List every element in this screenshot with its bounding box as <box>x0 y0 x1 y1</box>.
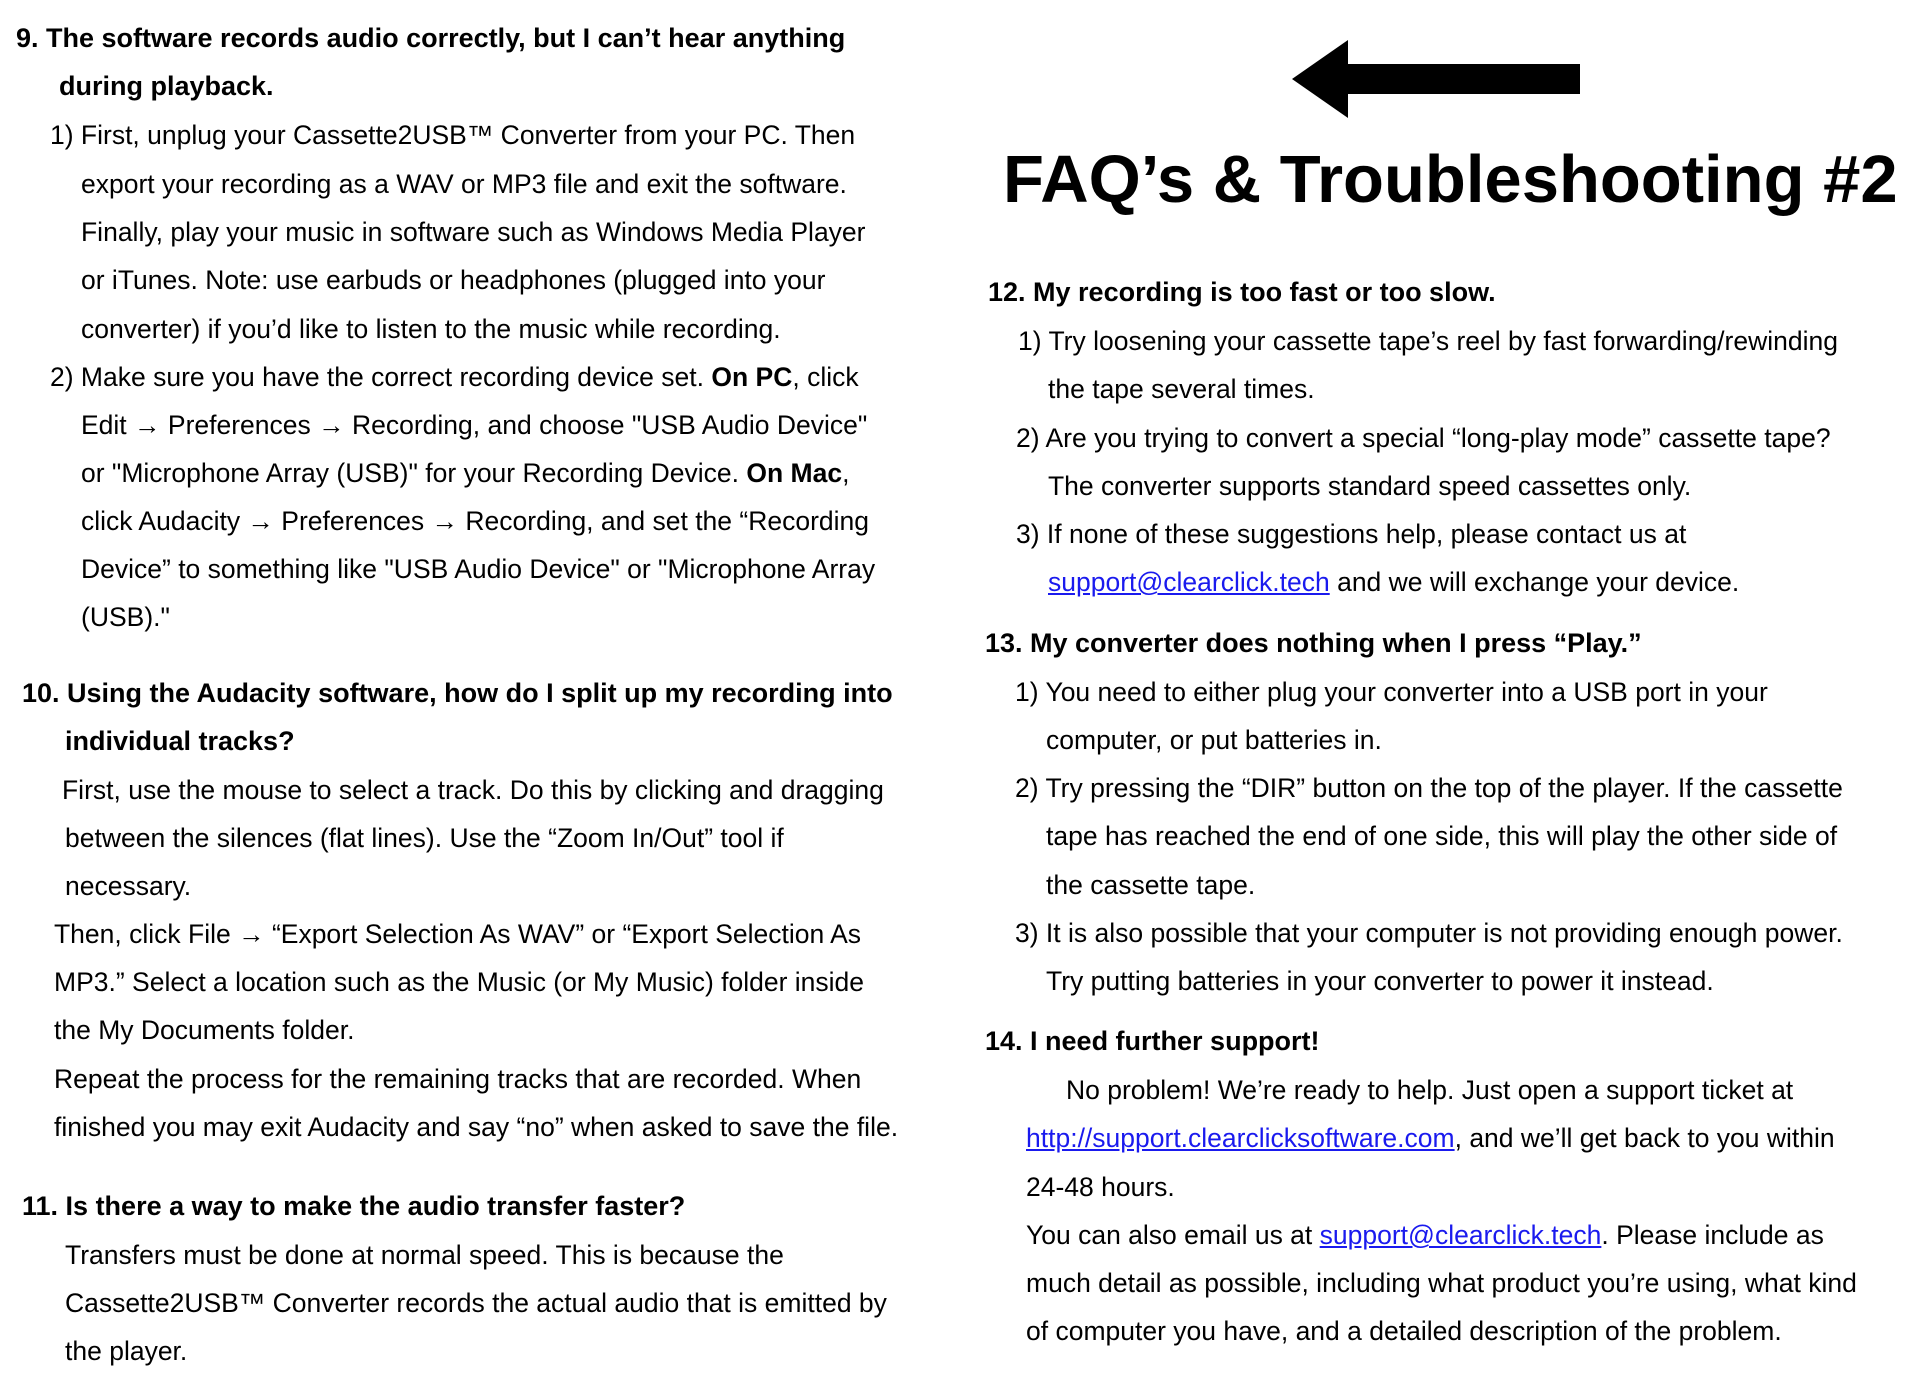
faq-10-heading-cont: individual tracks? <box>65 726 295 756</box>
faq-11-text: Transfers must be done at normal speed. This is because the <box>65 1240 784 1270</box>
faq-9-text: converter) if you’d like to listen to the music while recording. <box>81 314 781 344</box>
faq-9-step-2: 2) Make sure you have the correct recording device set. On PC, click <box>50 362 859 392</box>
faq-11-text: Cassette2USB™ Converter records the actual audio that is emitted by <box>65 1288 887 1318</box>
support-site-link[interactable]: http://support.clearclicksoftware.com <box>1026 1123 1455 1153</box>
faq-14-heading: 14. I need further support! <box>985 1026 1320 1056</box>
faq-9-text: Device” to something like "USB Audio Device" or "Microphone Array <box>81 554 876 584</box>
faq-12-step-3: 3) If none of these suggestions help, please contact us at <box>1016 519 1687 549</box>
faq-12-text: the tape several times. <box>1048 374 1315 404</box>
faq-14-text: http://support.clearclicksoftware.com, and we’ll get back to you within <box>1026 1123 1835 1153</box>
faq-10-text: MP3.” Select a location such as the Music (or My Music) folder inside <box>54 967 865 997</box>
faq-9-text: or iTunes. Note: use earbuds or headphones (plugged into your <box>81 265 826 295</box>
faq-14-text: No problem! We’re ready to help. Just open a support ticket at <box>1066 1075 1794 1105</box>
faq-14-text: much detail as possible, including what product you’re using, what kind <box>1026 1268 1857 1298</box>
faq-10-text: Repeat the process for the remaining tracks that are recorded. When <box>54 1064 862 1094</box>
support-email-link[interactable]: support@clearclick.tech <box>1048 567 1330 597</box>
faq-9-text: Finally, play your music in software such as Windows Media Player <box>81 217 866 247</box>
faq-9-text: Edit → Preferences → Recording, and choose "USB Audio Device" <box>81 410 868 440</box>
faq-10-text: finished you may exit Audacity and say “no” when asked to save the file. <box>54 1112 899 1142</box>
faq-13-text: computer, or put batteries in. <box>1046 725 1382 755</box>
left-arrow-icon <box>1292 40 1580 118</box>
faq-13-text: the cassette tape. <box>1046 870 1256 900</box>
faq-13-step-2: 2) Try pressing the “DIR” button on the top of the player. If the cassette <box>1015 773 1843 803</box>
faq-10-heading: 10. Using the Audacity software, how do I split up my recording into <box>22 678 893 708</box>
faq-10-text: the My Documents folder. <box>54 1015 355 1045</box>
faq-12-step-1: 1) Try loosening your cassette tape’s reel by fast forwarding/rewinding <box>1018 326 1838 356</box>
faq-11-text: the player. <box>65 1336 188 1366</box>
faq-13-step-1: 1) You need to either plug your converter into a USB port in your <box>1015 677 1768 707</box>
faq-10-text: First, use the mouse to select a track. Do this by clicking and dragging <box>62 775 884 805</box>
faq-9-text: (USB)." <box>81 602 170 632</box>
faq-10-text: between the silences (flat lines). Use the “Zoom In/Out” tool if <box>65 823 784 853</box>
support-email-link[interactable]: support@clearclick.tech <box>1319 1220 1602 1250</box>
faq-13-step-3: 3) It is also possible that your computer is not providing enough power. <box>1015 918 1843 948</box>
faq-9-text: or "Microphone Array (USB)" for your Recording Device. On Mac, <box>81 458 850 488</box>
faq-14-text: of computer you have, and a detailed description of the problem. <box>1026 1316 1782 1346</box>
faq-12-step-2: 2) Are you trying to convert a special “long-play mode” cassette tape? <box>1016 423 1831 453</box>
faq-12-text: The converter supports standard speed cassettes only. <box>1048 471 1692 501</box>
faq-9-step-1: 1) First, unplug your Cassette2USB™ Converter from your PC. Then <box>50 120 856 150</box>
faq-11-heading: 11. Is there a way to make the audio transfer faster? <box>22 1191 686 1221</box>
faq-10-text: necessary. <box>65 871 192 901</box>
faq-9-text: click Audacity → Preferences → Recording, and set the “Recording <box>81 506 870 536</box>
faq-9-heading-cont: during playback. <box>59 71 274 101</box>
faq-12-text: support@clearclick.tech and we will exchange your device. <box>1048 567 1740 597</box>
faq-14-text: 24-48 hours. <box>1026 1172 1175 1202</box>
faq-14-text: You can also email us at support@clearclick.tech. Please include as <box>1026 1220 1824 1250</box>
faq-10-text: Then, click File → “Export Selection As WAV” or “Export Selection As <box>54 919 862 949</box>
faq-12-heading: 12. My recording is too fast or too slow. <box>988 277 1496 307</box>
faq-13-heading: 13. My converter does nothing when I press “Play.” <box>985 628 1642 658</box>
faq-9-text: export your recording as a WAV or MP3 file and exit the software. <box>81 169 847 199</box>
faq-13-text: Try putting batteries in your converter to power it instead. <box>1046 966 1714 996</box>
faq-9-heading: 9. The software records audio correctly, but I can’t hear anything <box>16 23 846 53</box>
faq-13-text: tape has reached the end of one side, this will play the other side of <box>1046 821 1838 851</box>
page-title: FAQ’s & Troubleshooting #2 <box>1003 142 1898 217</box>
